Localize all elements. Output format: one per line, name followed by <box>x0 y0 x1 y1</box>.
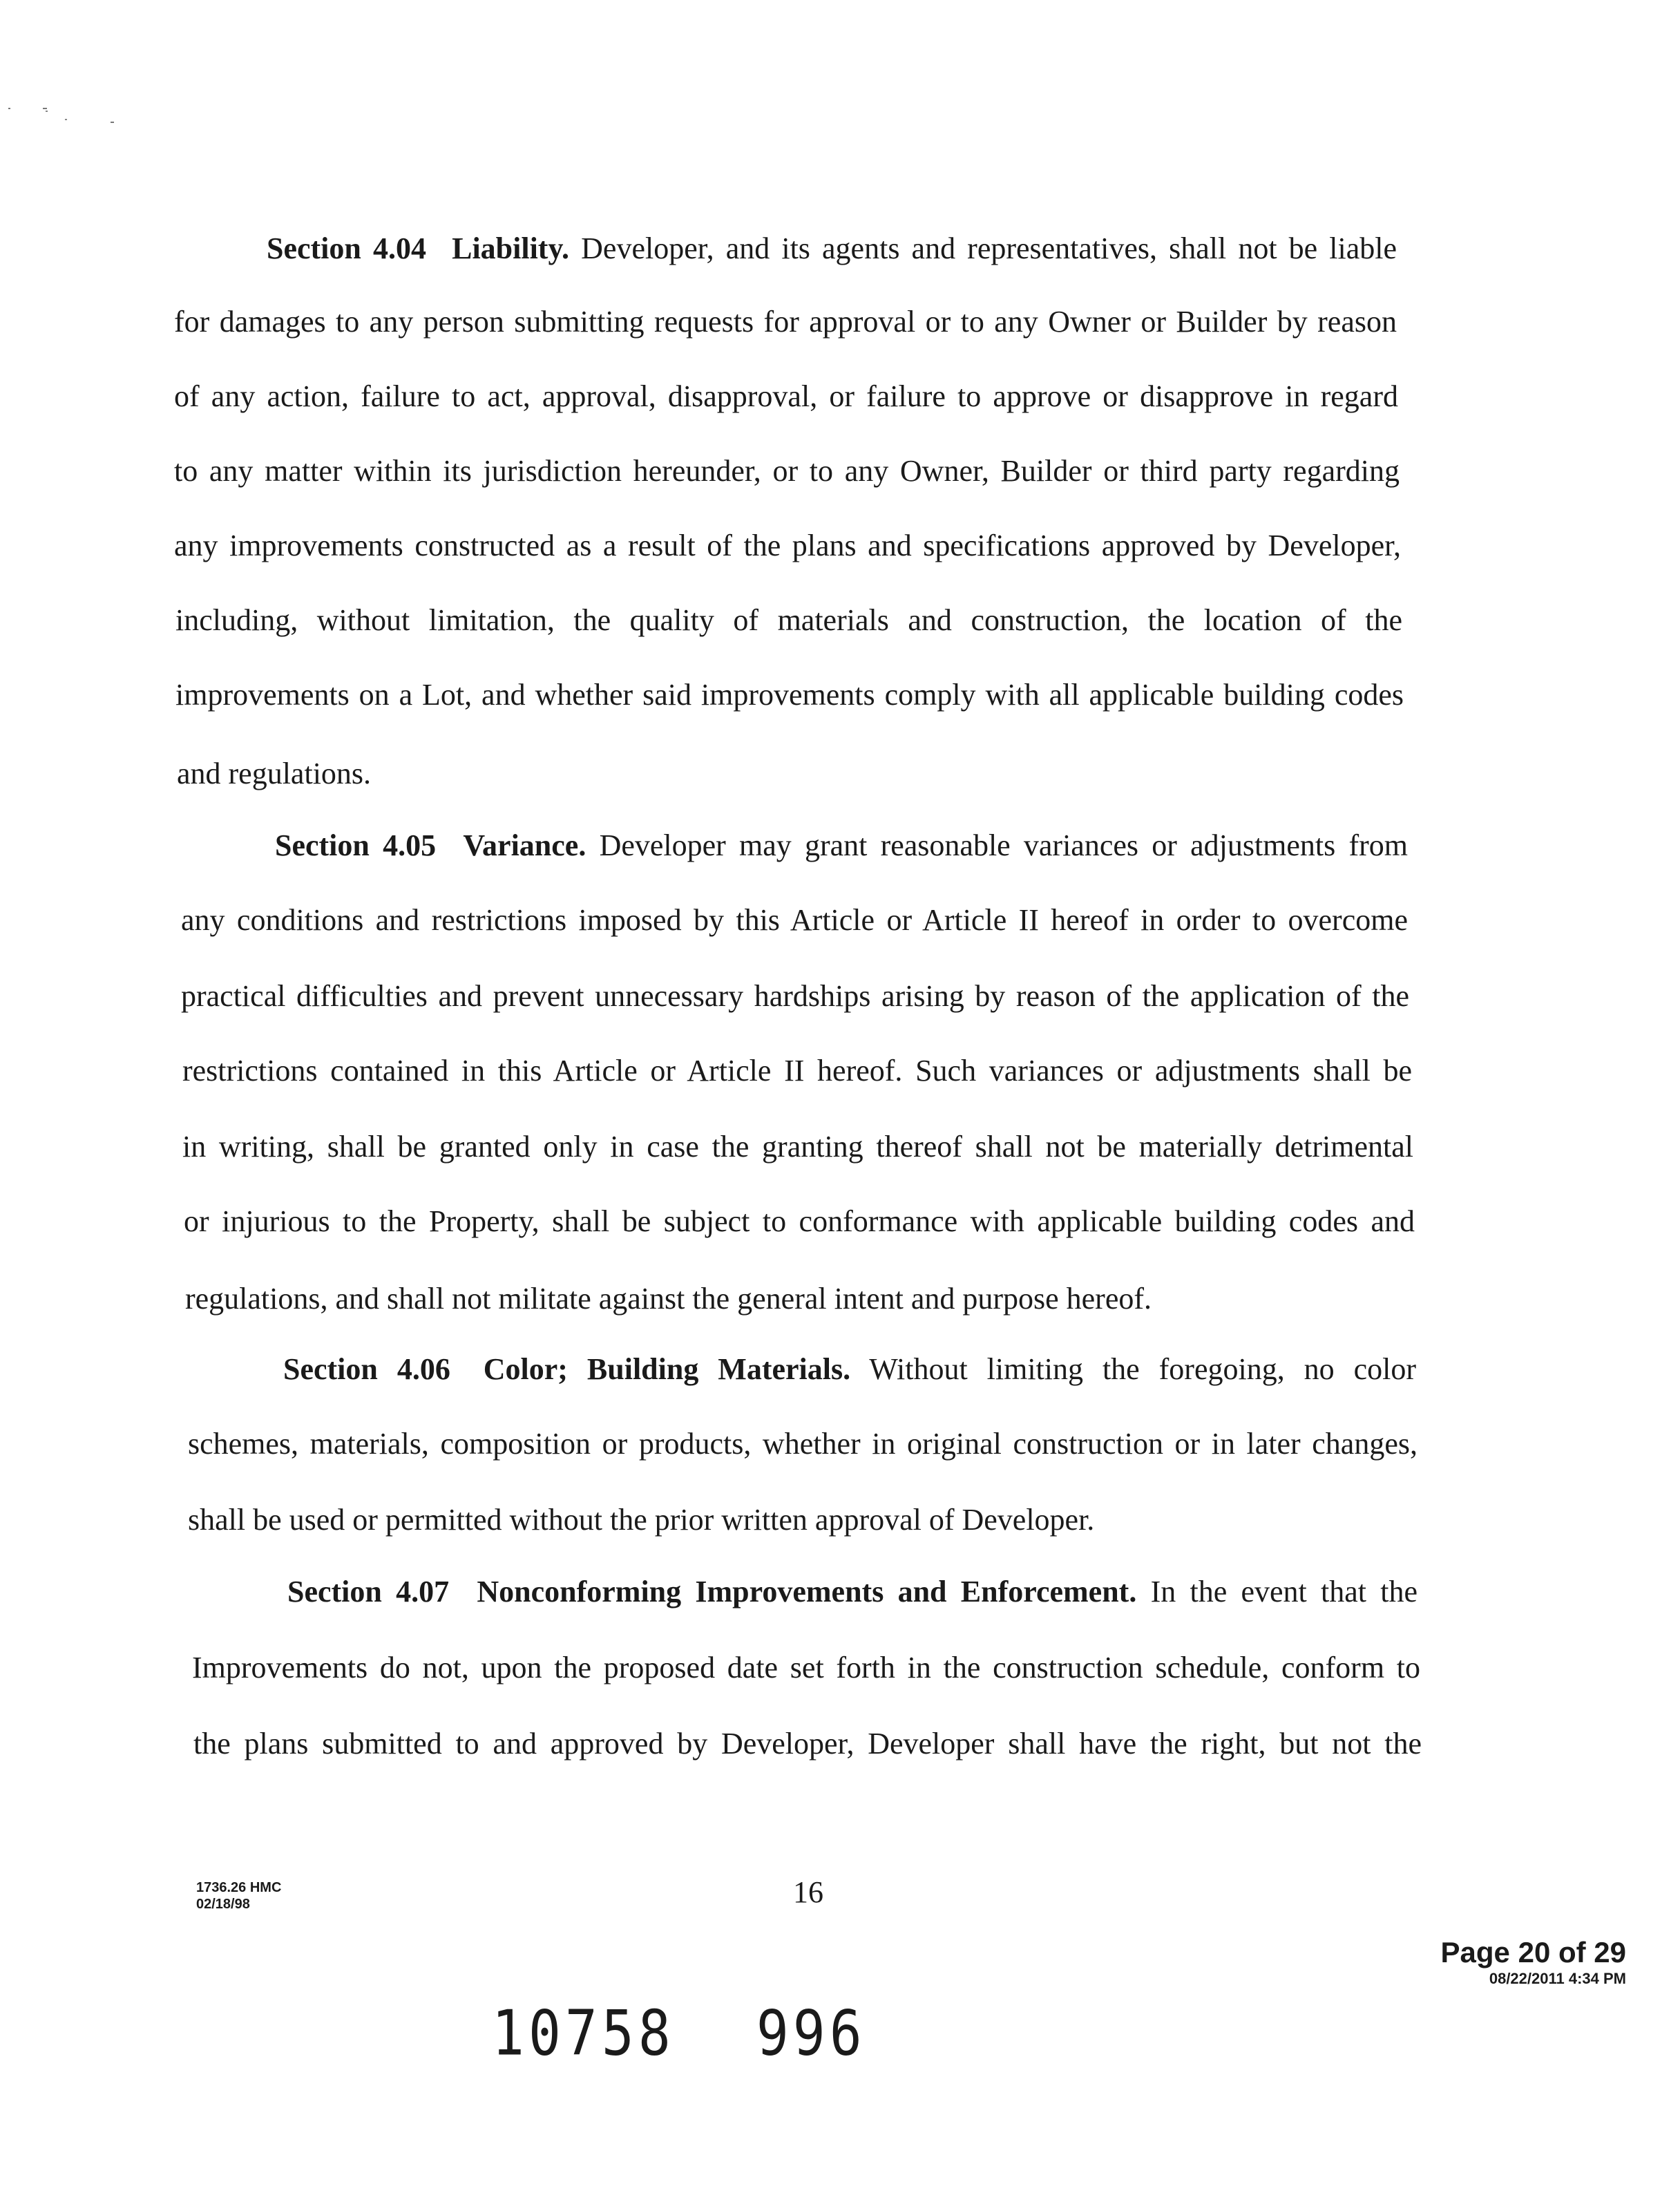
section-4-05-title: Variance. <box>463 828 586 862</box>
section-4-04-number: Section 4.04 <box>267 231 426 265</box>
section-4-06-first-line: Without limiting the foregoing, no color <box>869 1352 1416 1386</box>
recording-stamp <box>1441 1936 1626 1989</box>
section-4-05-line-3: restrictions contained in this Article or Article II hereof. Such variances or adjustments shall be <box>182 1054 1412 1088</box>
section-4-05-number: Section 4.05 <box>275 828 437 862</box>
scan-speck-marks <box>0 90 138 138</box>
section-4-07-line-2: the plans submitted to and approved by Developer, Developer shall have the right, but not the <box>193 1727 1422 1761</box>
section-4-05-line-5: or injurious to the Property, shall be subject to conformance with applicable building codes and <box>184 1204 1415 1238</box>
section-4-05-line-1: any conditions and restrictions imposed by this Article or Article II hereof in order to overcome <box>181 903 1408 937</box>
section-4-04-line-4: any improvements constructed as a result of the plans and specifications approved by Developer, <box>174 529 1401 562</box>
page-number: 16 <box>793 1875 823 1909</box>
section-4-05-line-6: regulations, and shall not militate against the general intent and purpose hereof. <box>185 1282 1152 1316</box>
section-4-06-line-2: shall be used or permitted without the prior written approval of Developer. <box>188 1503 1095 1537</box>
section-4-07-number: Section 4.07 <box>287 1575 450 1609</box>
section-4-04-title: Liability. <box>452 231 570 265</box>
section-4-04-line-5: including, without limitation, the quality of materials and construction, the location of the <box>175 603 1402 637</box>
stamp-page-label: Page 20 of 29 <box>1440 1936 1626 1968</box>
section-4-04-line-1: for damages to any person submitting requests for approval or to any Owner or Builder by reason <box>174 305 1397 339</box>
section-4-06-title: Color; Building Materials. <box>483 1352 851 1386</box>
section-4-05-first-line: Developer may grant reasonable variances or adjustments from <box>599 828 1409 862</box>
section-4-05-line-2: practical difficulties and prevent unnecessary hardships arising by reason of the application of the <box>181 979 1409 1013</box>
section-4-05-heading-line <box>275 826 1408 865</box>
doc-code: 1736.26 HMC <box>196 1880 282 1895</box>
doc-date: 02/18/98 <box>196 1897 250 1912</box>
stamp-datetime: 08/22/2011 4:34 PM <box>1489 1970 1626 1987</box>
section-4-04-heading-line <box>267 229 1397 268</box>
section-4-06-line-1: schemes, materials, composition or products, whether in original construction or in later changes, <box>188 1427 1418 1461</box>
book-number: 10758 <box>492 1998 675 2070</box>
section-4-05-line-4: in writing, shall be granted only in case the granting thereof shall not be materially detrimental <box>182 1130 1413 1164</box>
book-page: 996 <box>756 1998 866 2070</box>
section-4-06-heading-line <box>283 1350 1416 1389</box>
section-4-06-number: Section 4.06 <box>283 1352 450 1386</box>
section-4-07-title: Nonconforming Improvements and Enforcement. <box>477 1575 1137 1609</box>
section-4-04-line-7: and regulations. <box>177 757 372 790</box>
section-4-04-line-6: improvements on a Lot, and whether said improvements comply with all applicable building codes <box>175 678 1404 712</box>
section-4-07-first-line: In the event that the <box>1150 1575 1418 1609</box>
section-4-04-line-2: of any action, failure to act, approval, disapproval, or failure to approve or disapprove in regard <box>174 379 1398 413</box>
section-4-07-heading-line <box>287 1573 1418 1611</box>
section-4-04-first-line: Developer, and its agents and representatives, shall not be liable <box>581 231 1397 265</box>
section-4-04-line-3: to any matter within its jurisdiction hereunder, or to any Owner, Builder or third party regarding <box>174 454 1400 488</box>
document-footer-code <box>196 1879 281 1913</box>
section-4-07-line-1: Improvements do not, upon the proposed date set forth in the construction schedule, conform to <box>192 1651 1420 1685</box>
book-page-number <box>492 1998 866 2070</box>
